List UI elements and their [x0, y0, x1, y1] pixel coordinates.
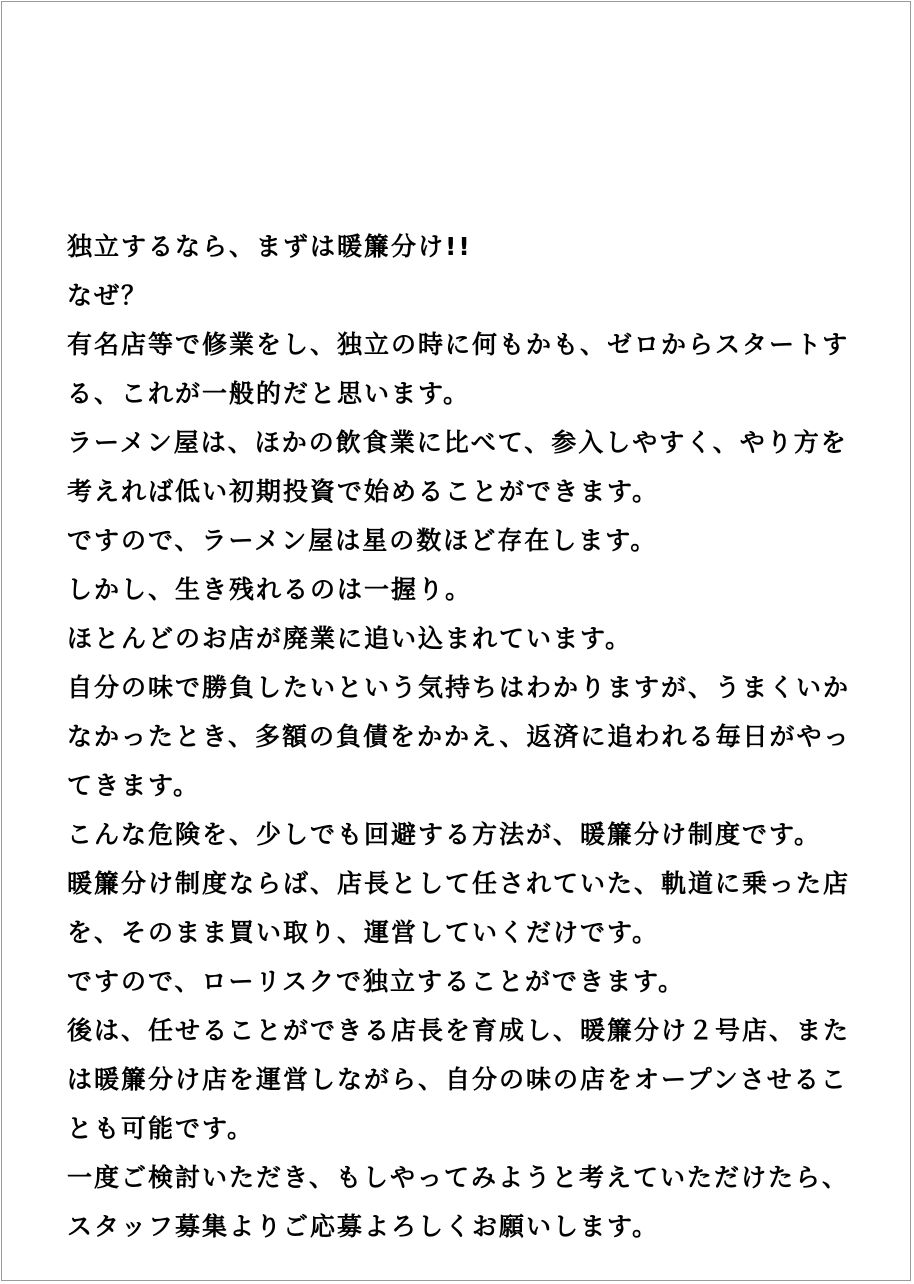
text-line: なぜ？: [67, 281, 149, 310]
text-line: ほとんどのお店が廃業に追い込まれています。: [67, 624, 633, 653]
text-line: てきます。: [67, 771, 201, 800]
text-line: 有名店等で修業をし、独立の時に何もかも、ゼロからスタートす: [67, 330, 850, 359]
text-line: 自分の味で勝負したいという気持ちはわかりますが、うまくいか: [67, 673, 851, 702]
text-line: 考えれば低い初期投資で始めることができます。: [67, 477, 660, 506]
text-line: ラーメン屋は、ほかの飲食業に比べて、参入しやすく、やり方を: [67, 428, 848, 457]
page-title: [2, 64, 910, 194]
text-line: 後は、任せることができる店長を育成し、暖簾分け２号店、また: [67, 1016, 851, 1045]
text-line: 暖簾分け制度ならば、店長として任されていた、軌道に乗った店: [67, 869, 851, 898]
text-line: ですので、ローリスクで独立することができます。: [67, 967, 686, 996]
text-line: る、これが一般的だと思います。: [67, 379, 471, 408]
text-line: は暖簾分け店を運営しながら、自分の味の店をオープンさせるこ: [67, 1065, 848, 1094]
text-line: 一度ご検討いただき、もしやってみようと考えていただけたら、: [67, 1163, 850, 1192]
text-line: しかし、生き残れるのは一握り。: [67, 575, 473, 604]
text-line: ですので、ラーメン屋は星の数ほど存在します。: [67, 526, 658, 555]
poster: [1, 1, 911, 1281]
text-line: 独立するなら、まずは暖簾分け!!: [67, 232, 472, 261]
text-line: スタッフ募集よりご応募よろしくお願いします。: [67, 1212, 660, 1241]
text-line: とも可能です。: [67, 1114, 255, 1143]
text-line: を、そのまま買い取り、運営していくだけです。: [67, 918, 660, 947]
text-line: こんな危険を、少しでも回避する方法が、暖簾分け制度です。: [67, 820, 822, 849]
body-text: [67, 222, 867, 1251]
text-line: なかったとき、多額の負債をかかえ、返済に追われる毎日がやっ: [67, 722, 851, 751]
